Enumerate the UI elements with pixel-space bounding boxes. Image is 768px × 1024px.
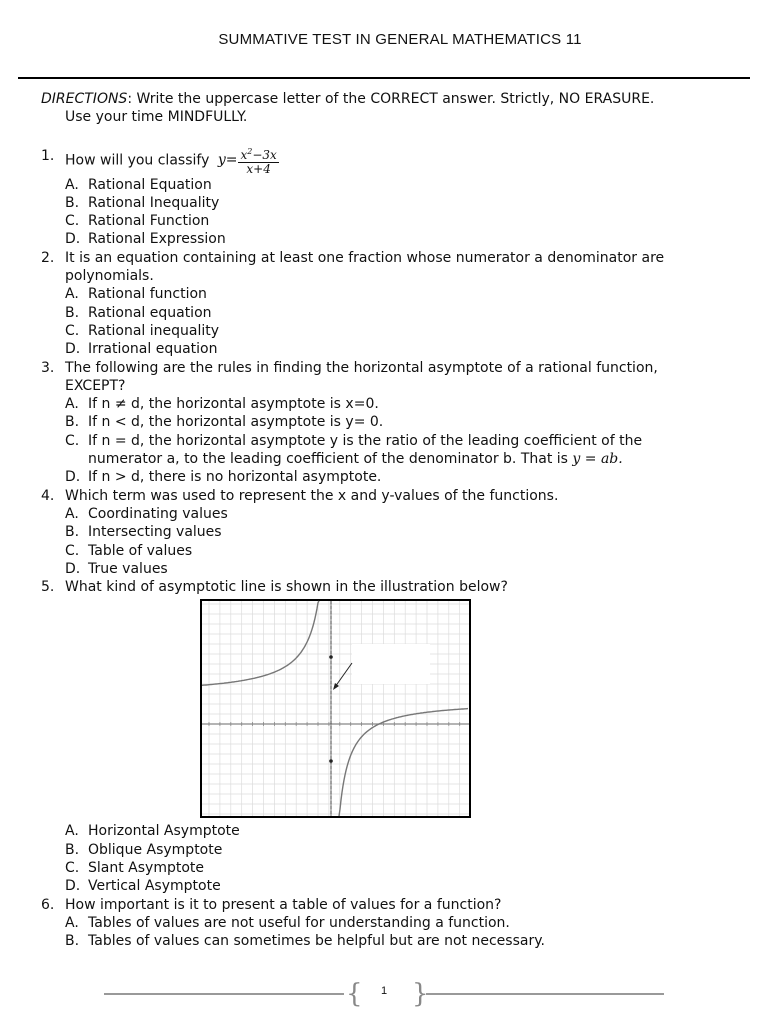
question-stem: How will you classify (65, 152, 210, 169)
option-text: Rational function (88, 286, 207, 303)
question-5 (41, 578, 741, 596)
option-text: Tables of values are not useful for understanding a function. (88, 914, 510, 931)
question-stem: Which term was used to represent the x and y-values of the functions. (65, 487, 559, 504)
option-text: Rational Inequality (88, 194, 220, 211)
label-blank-box (352, 644, 430, 684)
question-number: 2. (41, 249, 55, 266)
option-text: Rational equation (88, 304, 212, 321)
expression-lhs: y= (217, 152, 238, 169)
option-text: Rational Function (88, 213, 210, 230)
title-divider (18, 77, 750, 79)
footer-line-right (426, 993, 664, 995)
numerator-exponent: 2 (247, 146, 253, 156)
question-stem: How important is it to present a table of values for a function? (65, 896, 502, 913)
option-letter: B. (65, 194, 80, 211)
rational-expression (238, 145, 278, 176)
option-5c (41, 859, 741, 877)
option-1a (41, 176, 741, 194)
option-text: Oblique Asymptote (88, 841, 223, 858)
option-4a (41, 505, 741, 523)
graph-figure (200, 599, 471, 818)
option-letter: B. (65, 304, 80, 321)
question-number: 4. (41, 487, 55, 504)
directions-text-2: Use your time MINDFULLY. (65, 109, 248, 126)
axis-point (329, 656, 333, 660)
option-text: Rational Expression (88, 231, 226, 248)
option-5b (41, 841, 741, 859)
question-stem: It is an equation containing at least one fraction whose numerator a denominator are (65, 249, 665, 266)
question-4 (41, 487, 741, 505)
option-1b (41, 194, 741, 212)
option-4c (41, 542, 741, 560)
option-letter: C. (65, 542, 80, 559)
numerator-term: x (240, 147, 248, 162)
directions (41, 90, 741, 127)
option-text: Vertical Asymptote (88, 878, 221, 895)
question-stem-2: polynomials. (65, 268, 154, 285)
option-letter: B. (65, 524, 80, 541)
option-letter: A. (65, 823, 79, 840)
option-text: Table of values (88, 542, 193, 559)
option-1d (41, 230, 741, 248)
option-text: Intersecting values (88, 524, 222, 541)
option-letter: A. (65, 396, 79, 413)
option-letter: A. (65, 914, 79, 931)
math-ratio: y = ab. (572, 451, 623, 468)
question-stem: The following are the rules in finding the horizontal asymptote of a rational function, (65, 359, 658, 376)
option-text: Slant Asymptote (88, 860, 205, 877)
question-number: 3. (41, 359, 55, 376)
option-6b (41, 932, 741, 950)
question-2 (41, 249, 741, 286)
footer-bracket-left: { (346, 979, 363, 1009)
option-letter: B. (65, 841, 80, 858)
option-letter: B. (65, 933, 80, 950)
option-2b (41, 304, 741, 322)
asymptote-graph (200, 599, 471, 818)
option-text: Horizontal Asymptote (88, 823, 240, 840)
question-number: 5. (41, 579, 55, 596)
question-stem-2: EXCEPT? (65, 377, 126, 394)
footer-bracket-right: } (412, 979, 429, 1009)
option-6a (41, 914, 741, 932)
option-letter: D. (65, 878, 81, 895)
option-text: Irrational equation (88, 341, 218, 358)
option-letter: C. (65, 432, 80, 449)
question-number: 6. (41, 896, 55, 913)
question-number: 1. (41, 147, 55, 164)
option-letter: D. (65, 341, 81, 358)
option-letter: D. (65, 560, 81, 577)
option-4b (41, 523, 741, 541)
option-text: True values (88, 560, 168, 577)
option-letter: C. (65, 213, 80, 230)
option-5d (41, 877, 741, 895)
option-text: If n > d, there is no horizontal asymptote. (88, 469, 382, 486)
option-3b (41, 413, 741, 431)
option-text: Rational inequality (88, 322, 220, 339)
directions-label: DIRECTIONS (41, 91, 128, 107)
option-3d (41, 468, 741, 486)
option-text: If n = d, the horizontal asymptote y is the ratio of the leading coefficient of the (88, 432, 643, 449)
axis-point (329, 760, 333, 764)
option-letter: A. (65, 505, 79, 522)
denominator: x+4 (246, 161, 271, 176)
option-text: Rational Equation (88, 176, 212, 193)
option-letter: D. (65, 231, 81, 248)
option-letter: D. (65, 469, 81, 486)
option-text: If n ≠ d, the horizontal asymptote is x=0. (88, 396, 379, 413)
option-5a (41, 822, 741, 840)
option-letter: C. (65, 860, 80, 877)
option-3a (41, 395, 741, 413)
question-6 (41, 896, 741, 914)
question-stem: What kind of asymptotic line is shown in the illustration below? (65, 579, 508, 596)
page-number: 1 (380, 985, 388, 997)
option-2d (41, 340, 741, 358)
option-text-2: numerator a, to the leading coefficient of the denominator b. That is (88, 451, 568, 468)
page-footer (104, 980, 664, 1008)
test-body (41, 90, 741, 951)
option-letter: B. (65, 414, 80, 431)
option-4d (41, 560, 741, 578)
directions-text: : Write the uppercase letter of the CORRECT answer. Strictly, NO ERASURE. (127, 91, 655, 107)
option-text: Tables of values can sometimes be helpful but are not necessary. (88, 933, 545, 950)
option-1c (41, 212, 741, 230)
footer-line-left (104, 993, 344, 995)
option-letter: C. (65, 322, 80, 339)
option-2c (41, 322, 741, 340)
option-letter: A. (65, 176, 79, 193)
option-letter: A. (65, 286, 79, 303)
option-text: If n < d, the horizontal asymptote is y= 0. (88, 414, 384, 431)
numerator-term-2: −3x (252, 147, 277, 162)
option-2a (41, 285, 741, 303)
option-3c (41, 432, 741, 469)
option-text: Coordinating values (88, 505, 228, 522)
question-1 (41, 145, 741, 176)
question-3 (41, 359, 741, 396)
page-title: SUMMATIVE TEST IN GENERAL MATHEMATICS 11 (218, 31, 582, 48)
